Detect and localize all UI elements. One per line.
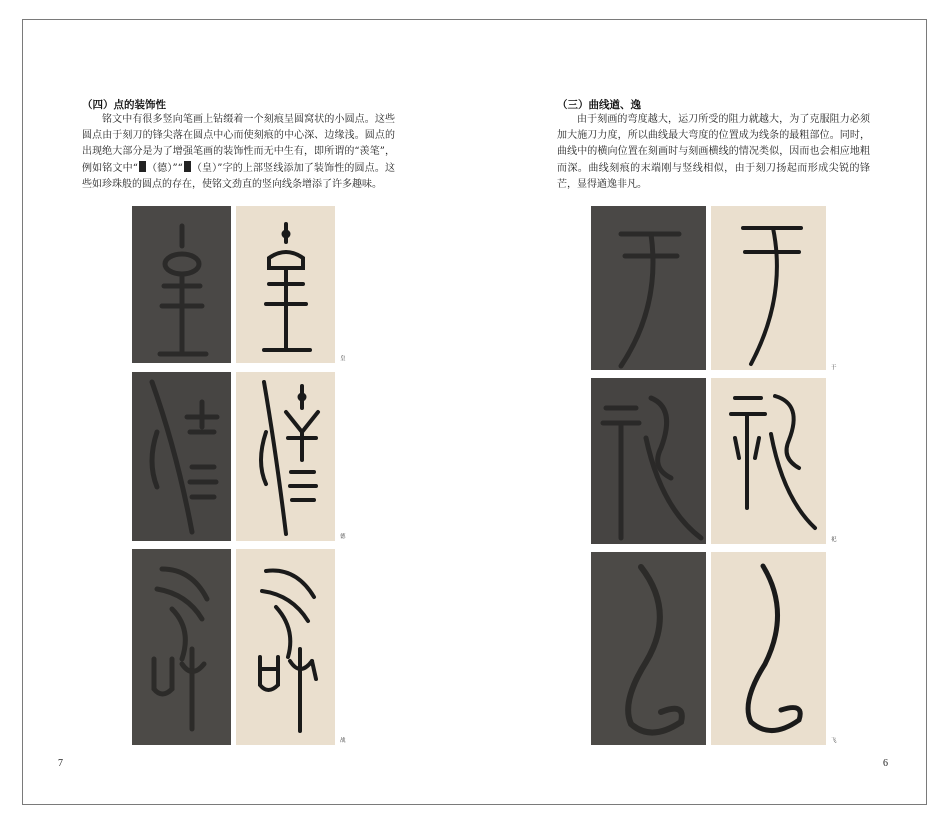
- si-rubbing-glyph: [591, 378, 706, 544]
- huang-rubbing-glyph: [132, 206, 231, 363]
- rendering-image-de: [236, 372, 335, 541]
- caption-yu: 于: [831, 365, 837, 371]
- huang-ink-glyph: [236, 206, 335, 363]
- yu-rubbing-glyph: [591, 206, 706, 370]
- rendering-image-fei: [711, 552, 826, 745]
- rendering-image-si: [711, 378, 826, 544]
- rubbing-image-huang: [132, 206, 231, 363]
- rubbing-image-de: [132, 372, 231, 541]
- rendering-image-huang: [236, 206, 335, 363]
- left-paragraph-part-3: （皇）”字的上部竖线添加了装饰性的圆点。这些如珍珠般的圆点的存在，使铭文劲直的竖向线条增添了许多趣味。: [82, 162, 395, 190]
- glyph-de-mark: [139, 161, 146, 172]
- left-page-number: 7: [58, 758, 63, 769]
- caption-zhan: 战: [340, 738, 346, 744]
- rendering-image-zhan: [236, 549, 335, 745]
- right-heading: （三）曲线遒、逸: [557, 99, 641, 111]
- right-page-number: 6: [883, 758, 888, 769]
- rubbing-image-zhan: [132, 549, 231, 745]
- caption-fei: 飞: [831, 738, 837, 744]
- rubbing-image-si: [591, 378, 706, 544]
- rendering-image-yu: [711, 206, 826, 370]
- caption-de: 德: [340, 534, 346, 540]
- left-heading: （四）点的装饰性: [82, 99, 166, 111]
- zhan-rubbing-glyph: [132, 549, 231, 745]
- left-paragraph-part-1: 铭文中有很多竖向笔画上钻缀着一个刻痕呈圆窝状的小圆点。这些圆点由于刻刀的锋尖落在圆点中心而使刻痕的中心深、边缘浅。圆点的出现绝大部分是为了增强笔画的装饰性而无中生有，即所谓的“羡笔”，例如铭文中“: [82, 114, 395, 174]
- fei-ink-glyph: [711, 552, 826, 745]
- right-paragraph: 由于刻画的弯度越大，运刀所受的阻力就越大，为了克服阻力必须加大施刀力度，所以曲线最大弯度的位置成为线条的最粗部位。同时，曲线中的横向位置在刻画时与刻画横线的情况类似，因而也会相应地粗而深。曲线刻痕的末端刚与竖线相似，由于刻刀扬起而形成尖锐的锋芒，显得遒逸非凡。: [557, 114, 870, 190]
- yu-ink-glyph: [711, 206, 826, 370]
- rubbing-image-fei: [591, 552, 706, 745]
- si-ink-glyph: [711, 378, 826, 544]
- fei-rubbing-glyph: [591, 552, 706, 745]
- glyph-huang-mark: [184, 161, 191, 172]
- left-paragraph-part-2: （德）”“: [146, 162, 183, 174]
- caption-si: 祀: [831, 537, 837, 543]
- de-ink-glyph: [236, 372, 335, 541]
- de-rubbing-glyph: [132, 372, 231, 541]
- zhan-ink-glyph: [236, 549, 335, 745]
- caption-huang: 皇: [340, 356, 346, 362]
- rubbing-image-yu: [591, 206, 706, 370]
- left-paragraph: [82, 112, 395, 193]
